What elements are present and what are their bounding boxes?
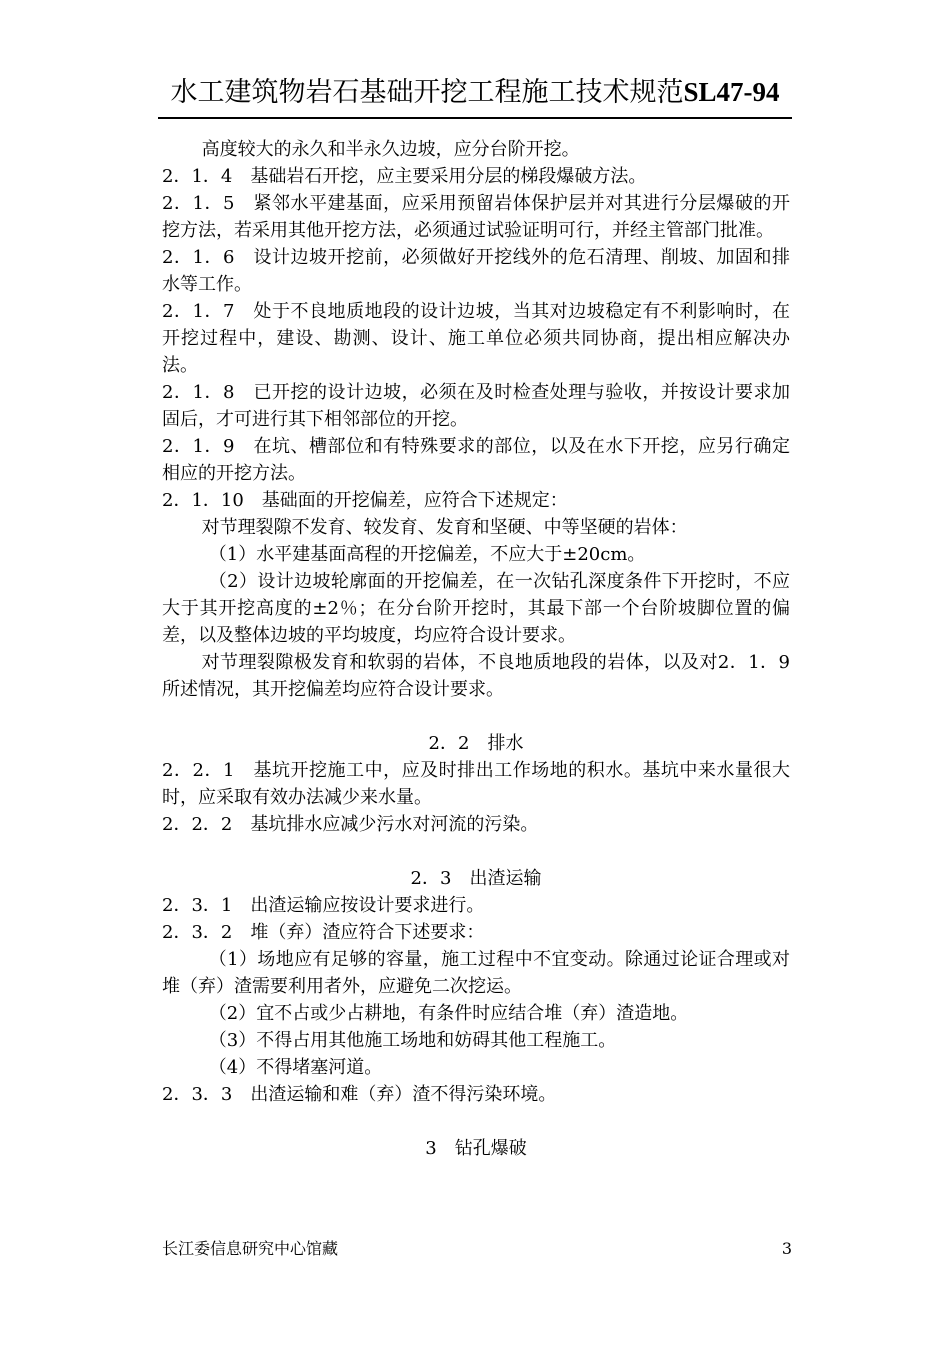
header-standard-code: SL47-94: [683, 77, 780, 107]
clause-2-3-2: 2．3．2 堆（弃）渣应符合下述要求：: [162, 922, 485, 943]
clause-2-1-10: 2．1．10 基础面的开挖偏差，应符合下述规定：: [162, 490, 568, 511]
clause-2-1-5: 2．1．5 紧邻水平建基面，应采用预留岩体保护层并对其进行分层爆破的开挖方法，若采用其他开挖方法，必须通过试验证明可行，并经主管部门批准。: [162, 193, 790, 241]
clause-2-3-1: 2．3．1 出渣运输应按设计要求进行。: [162, 895, 485, 916]
paragraph: 对节理裂隙不发育、较发育、发育和坚硬、中等坚硬的岩体：: [201, 517, 688, 538]
paragraph: 对节理裂隙极发育和软弱的岩体，不良地质地段的岩体，以及对2．1．9所述情况，其开挖偏差均应符合设计要求。: [162, 652, 790, 700]
section-title-2-2: 2．2 排水: [428, 733, 524, 754]
list-item: （2）宜不占或少占耕地，有条件时应结合堆（弃）渣造地。: [208, 1003, 689, 1024]
footer-source: 长江委信息研究中心馆藏: [162, 1239, 339, 1258]
clause-2-1-6: 2．1．6 设计边坡开挖前，必须做好开挖线外的危石清理、削坡、加固和排水等工作。: [162, 247, 790, 295]
list-item: （2）设计边坡轮廓面的开挖偏差，在一次钻孔深度条件下开挖时，不应大于其开挖高度的±2％；在分台阶开挖时，其最下部一个台阶坡脚位置的偏差，以及整体边坡的平均坡度，均应符合设计要求。: [162, 571, 790, 646]
page-header-title: [160, 74, 790, 111]
clause-2-2-2: 2．2．2 基坑排水应减少污水对河流的污染。: [162, 814, 539, 835]
clause-2-2-1: 2．2．1 基坑开挖施工中，应及时排出工作场地的积水。基坑中来水量很大时，应采取有效办法减少来水量。: [162, 760, 790, 808]
page-number: 3: [781, 1239, 792, 1258]
clause-2-3-3: 2．3．3 出渣运输和难（弃）渣不得污染环境。: [162, 1084, 557, 1105]
list-item: （1）场地应有足够的容量，施工过程中不宜变动。除通过论证合理或对堆（弃）渣需要利用者外，应避免二次挖运。: [162, 949, 790, 997]
chapter-title-3: 3 钻孔爆破: [425, 1138, 527, 1159]
list-item: （3）不得占用其他施工场地和妨碍其他工程施工。: [208, 1030, 617, 1051]
list-item: （1）水平建基面高程的开挖偏差，不应大于±20cm。: [208, 544, 646, 565]
list-item: （4）不得堵塞河道。: [208, 1057, 383, 1078]
clause-2-1-8: 2．1．8 已开挖的设计边坡，必须在及时检查处理与验收，并按设计要求加固后，才可进行其下相邻部位的开挖。: [162, 382, 790, 430]
header-title-text: 水工建筑物岩石基础开挖工程施工技术规范: [170, 77, 684, 108]
clause-2-1-4: 2．1．4 基础岩石开挖，应主要采用分层的梯段爆破方法。: [162, 166, 647, 187]
document-body: [162, 136, 790, 1162]
section-title-2-3: 2．3 出渣运输: [410, 868, 542, 889]
paragraph: 高度较大的永久和半永久边坡，应分台阶开挖。: [201, 139, 580, 160]
clause-2-1-9: 2．1．9 在坑、槽部位和有特殊要求的部位，以及在水下开挖，应另行确定相应的开挖方法。: [162, 436, 790, 484]
clause-2-1-7: 2．1．7 处于不良地质地段的设计边坡，当其对边坡稳定有不利影响时，在开挖过程中，建设、勘测、设计、施工单位必须共同协商，提出相应解决办法。: [162, 301, 790, 376]
header-divider: [158, 117, 792, 119]
